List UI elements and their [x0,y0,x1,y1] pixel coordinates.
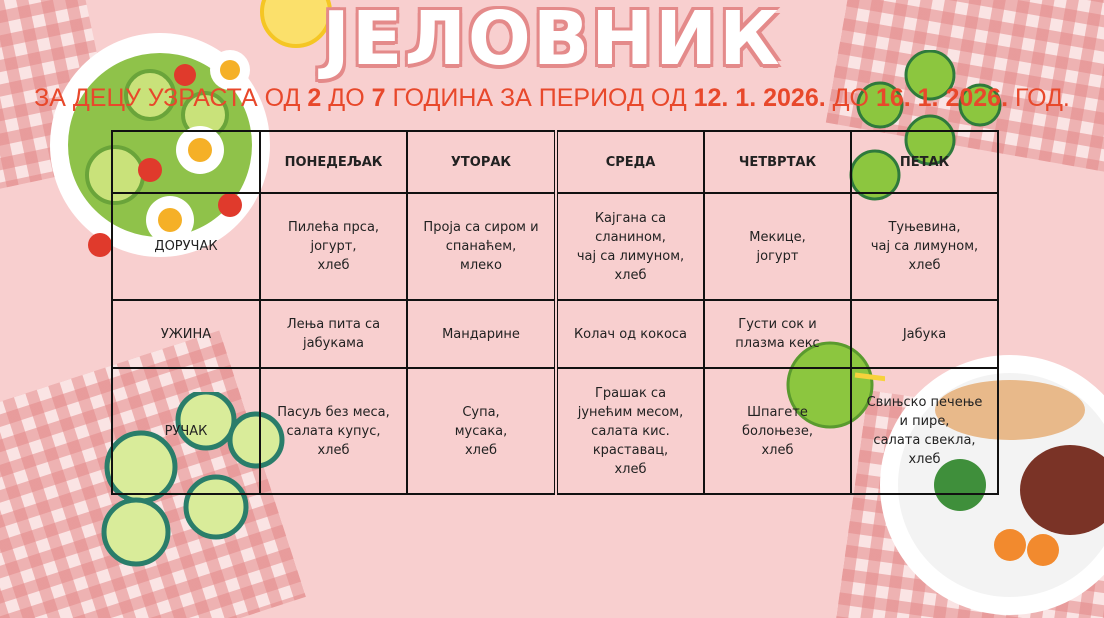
menu-item-line: хлеб [317,442,350,458]
menu-cell [260,368,407,494]
subtitle-text: ЗА ДЕЦУ УЗРАСТА ОД [34,84,308,112]
menu-cell [407,193,556,300]
menu-item-line: Пилећа прса, [287,220,380,235]
menu-item-line: хлеб [908,452,941,467]
page-title: ЈЕЛОВНИК [322,0,782,82]
menu-item-line: салата свекла, [873,433,976,448]
menu-item-line: Проја са сиром и [423,220,539,235]
menu-item-line: Свињско печење [866,395,983,410]
menu-item-line: јабукама [303,336,364,351]
menu-item-line: хлеб [317,258,350,273]
menu-cell [704,368,851,494]
menu-cell [407,368,556,494]
menu-item-line: млеко [460,258,502,273]
menu-item-line: Шпагете [747,404,808,420]
menu-item-line: салата купус, [286,423,381,439]
menu-item-line: јогурт, [310,239,357,254]
menu-cell [704,300,851,368]
menu-item-line: сланином, [595,229,666,245]
subtitle-text: ГОДИНА ЗА ПЕРИОД ОД [385,84,694,112]
menu-cell [260,193,407,300]
day-header-tuesday: УТОРАК [407,131,556,193]
menu-item-line: и пире, [899,414,950,429]
lunch-row [112,368,998,494]
menu-table [111,130,999,495]
menu-item-line: Кајгана са [594,210,667,226]
day-header-wednesday: СРЕДА [556,131,704,193]
menu-item-line: хлеб [464,442,498,458]
snack-row [112,300,998,368]
age-from: 2 [307,84,322,112]
menu-cell [704,193,851,300]
menu-item-line: чај са лимуном, [870,239,979,254]
menu-cell [556,300,704,368]
menu-cell [851,193,998,300]
subtitle-text: ДО [825,84,876,112]
menu-item-line: болоњезе, [742,423,813,439]
menu-item-line: Туњевина, [888,220,961,235]
menu-cell [851,300,998,368]
menu-item-line: Мандарине [442,326,520,342]
meal-label-breakfast: ДОРУЧАК [112,193,260,300]
menu-item-line: Колач од кокоса [573,326,688,342]
day-header-thursday: ЧЕТВРТАК [704,131,851,193]
header-row [112,131,998,193]
menu-item-line: Пасуљ без меса, [277,404,390,420]
meal-label-lunch: РУЧАК [112,368,260,494]
corner-cell [112,131,260,193]
subtitle [0,84,1104,113]
meal-label-snack: УЖИНА [112,300,260,368]
subtitle-text: ГОД. [1008,84,1070,112]
menu-item-line: Јабука [902,326,947,342]
day-header-friday: ПЕТАК [851,131,998,193]
day-header-monday: ПОНЕДЕЉАК [260,131,407,193]
menu-item-line: Супа, [462,404,500,420]
breakfast-row [112,193,998,300]
menu-item-line: Мекице, [749,229,806,245]
age-to: 7 [371,84,386,112]
menu-item-line: чај са лимуном, [576,248,685,264]
menu-item-line: Грашак са [594,385,667,401]
menu-cell [851,368,998,494]
date-from: 12. 1. 2026. [693,84,826,112]
menu-item-line: мусака, [454,423,508,439]
menu-item-line: Густи сок и [738,317,817,332]
subtitle-text: ДО [321,84,372,112]
menu-item-line: краставац, [592,442,669,458]
menu-item-line: јунећим месом, [577,404,684,420]
menu-item-line: хлеб [614,267,647,283]
menu-item-line: салата кис. [591,423,670,439]
date-to: 16. 1. 2026. [875,84,1009,112]
menu-item-line: хлеб [761,442,794,458]
menu-cell [556,193,704,300]
menu-item-line: Лења пита са [286,317,381,332]
menu-item-line: јогурт [756,248,799,264]
menu-cell [407,300,556,368]
menu-item-line: спанаћем, [445,239,517,254]
menu-cell [556,368,704,494]
menu-cell [260,300,407,368]
menu-item-line: плазма кекс [735,336,820,351]
menu-item-line: хлеб [614,461,647,477]
menu-item-line: хлеб [908,258,941,273]
